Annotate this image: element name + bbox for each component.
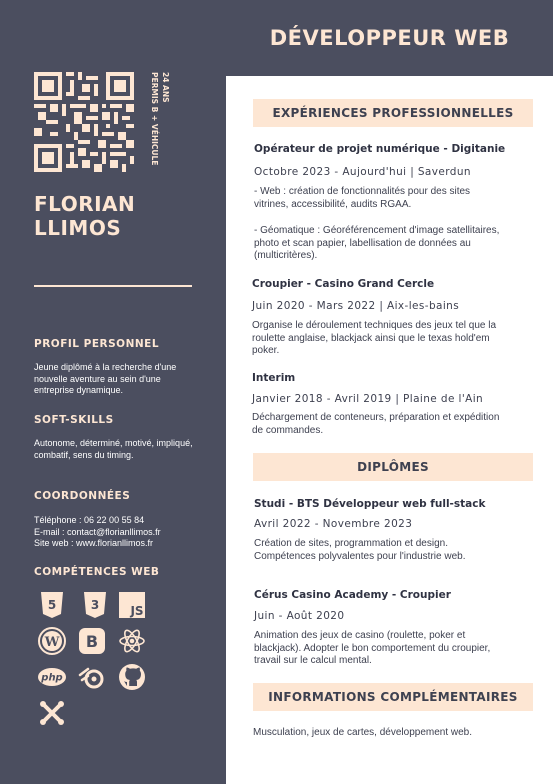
- experience-heading: EXPÉRIENCES PROFESSIONNELLES: [253, 99, 533, 127]
- soft-skills-heading: SOFT-SKILLS: [34, 414, 114, 426]
- react-icon: [117, 626, 147, 656]
- svg-text:php: php: [41, 672, 63, 684]
- diploma-1-title: Studi - BTS Développeur web full-stack: [254, 498, 486, 510]
- age-licence-badge: [141, 72, 171, 172]
- first-name: FLORIAN: [34, 192, 136, 216]
- job-title: DÉVELOPPEUR WEB: [269, 26, 510, 50]
- contact-block: [34, 515, 214, 550]
- sidebar: [0, 0, 226, 784]
- joomla-icon: [37, 698, 67, 728]
- website-link[interactable]: Site web : www.florianllimos.fr: [34, 538, 154, 548]
- html5-icon: [37, 590, 67, 620]
- svg-text:5: 5: [47, 598, 57, 612]
- diploma-1-desc: Création de sites, programmation et design. Compétences polyvalentes pour l'industrie web.: [254, 538, 466, 562]
- diploma-2-date: Juin - Août 2020: [254, 610, 345, 622]
- exp-1-title: Opérateur de projet numérique - Digitanie: [254, 143, 506, 155]
- exp-3-desc: Déchargement de conteneurs, préparation et expédition de commandes.: [252, 412, 500, 436]
- phone-text[interactable]: Téléphone : 06 22 00 55 84: [34, 515, 145, 525]
- additional-info-text: Musculation, jeux de cartes, développement web.: [253, 727, 473, 738]
- svg-text:B: B: [85, 632, 99, 651]
- github-icon: [117, 662, 147, 692]
- last-name: LLIMOS: [34, 216, 122, 240]
- soft-skills-text: Autonome, déterminé, motivé, impliqué, combatif, sens du timing.: [34, 438, 193, 460]
- blender-icon: [77, 662, 107, 692]
- exp-3-title: Interim: [252, 372, 296, 384]
- diploma-2-title: Cérus Casino Academy - Croupier: [254, 589, 451, 601]
- age-text: 24 ANS: [161, 72, 170, 103]
- bootstrap-icon: [77, 626, 107, 656]
- contact-heading: COORDONNÉES: [34, 490, 131, 502]
- javascript-icon: [117, 590, 147, 620]
- svg-text:JS: JS: [130, 604, 144, 618]
- name-divider: [34, 285, 192, 287]
- diploma-2-desc: Animation des jeux de casino (roulette, poker et blackjack). Adopter le bon comportement du croupier, travail sur le calcul mental.: [254, 630, 491, 666]
- exp-2-title: Croupier - Casino Grand Cercle: [252, 278, 435, 290]
- svg-text:W: W: [44, 635, 60, 650]
- diploma-1-date: Avril 2022 - Novembre 2023: [254, 518, 413, 530]
- skills-heading: COMPÉTENCES WEB: [34, 566, 160, 578]
- css3-icon: [80, 590, 110, 620]
- exp-2-desc: Organise le déroulement techniques des jeux tel que la roulette anglaise, blackjack ainsi que le texas hold'em poker.: [252, 320, 497, 356]
- svg-text:3: 3: [90, 598, 100, 612]
- diplomas-heading: DIPLÔMES: [253, 453, 533, 481]
- licence-text: PERMIS B + VÉHICULE: [150, 72, 159, 166]
- email-link[interactable]: E-mail : contact@florianllimos.fr: [34, 526, 161, 537]
- main-content: [226, 76, 553, 784]
- qr-code[interactable]: [34, 72, 134, 172]
- exp-2-date: Juin 2020 - Mars 2022 | Aix-les-bains: [252, 300, 460, 312]
- exp-1-date: Octobre 2023 - Aujourd'hui | Saverdun: [254, 166, 471, 178]
- candidate-name: [34, 192, 135, 240]
- exp-3-date: Janvier 2018 - Avril 2019 | Plaine de l'Ain: [252, 393, 484, 405]
- php-icon: [37, 662, 67, 692]
- exp-1-desc-geo: - Géomatique : Géoréférencement d'image satellitaires, photo et scan papier, labellisation de données au (multicritères).: [254, 225, 500, 261]
- exp-1-desc-web: - Web : création de fonctionnalités pour des sites vitrines, accessibilité, audits RGAA.: [254, 186, 471, 210]
- profil-heading: PROFIL PERSONNEL: [34, 338, 160, 350]
- additional-info-heading: INFORMATIONS COMPLÉMENTAIRES: [253, 683, 533, 711]
- wordpress-icon: [37, 626, 67, 656]
- profil-text: Jeune diplômé à la recherche d'une nouvelle aventure au sein d'une entreprise dynamique.: [34, 362, 177, 395]
